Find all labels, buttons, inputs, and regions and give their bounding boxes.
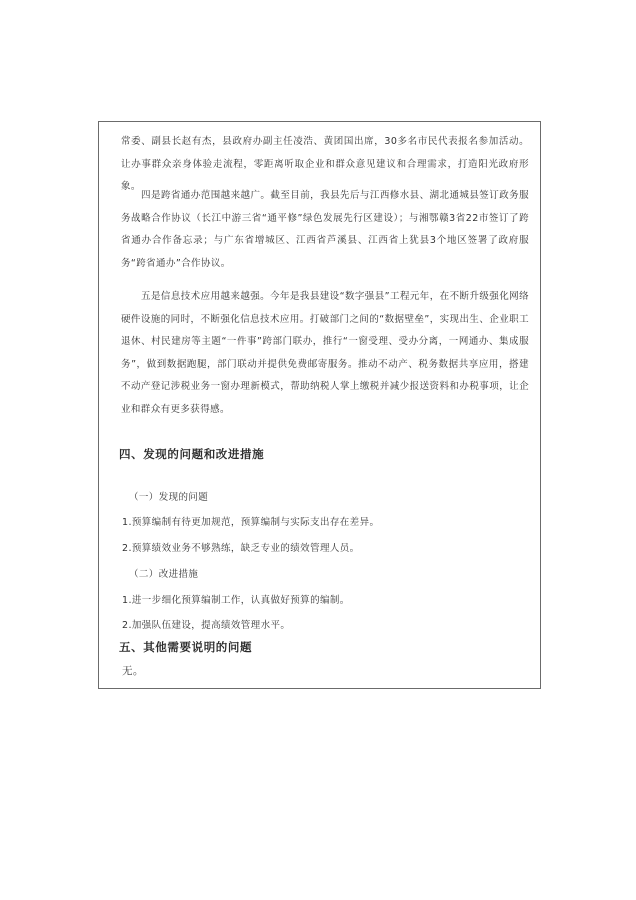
problem-item-2: 2.预算绩效业务不够熟练，缺乏专业的绩效管理人员。 <box>122 543 360 554</box>
paragraph-it-application: 五是信息技术应用越来越强。今年是我县建设“数字强县”工程元年，在不断升级强化网络硬件设施的同时，不断强化信息技术应用。打破部门之间的“数据壁垒”，实现出生、企业职工退休、村民建房等主题“一件事”跨部门联办，推行“一窗受理、受办分离，一网通办、集成服务”，做到数据跑腿，部门联动并提供免费邮寄服务。推动不动产、税务数据共享应用，搭建不动产登记涉税业务一窗办理新模式，帮助纳税人掌上缴税并减少报送资料和办税事项，让企业和群众有更多获得感。 <box>121 291 529 415</box>
section-5-heading: 五、其他需要说明的问题 <box>119 640 253 654</box>
improvement-item-2: 2.加强队伍建设，提高绩效管理水平。 <box>122 620 291 631</box>
subheading-improvements: （二）改进措施 <box>129 569 199 580</box>
section-4-heading: 四、发现的问题和改进措施 <box>119 447 265 461</box>
paragraph-continuation: 常委、副县长赵有杰，县政府办副主任凌浩、黄团国出席，30多名市民代表报名参加活动。让办事群众亲身体验走流程，零距离听取企业和群众意见建议和合理需求，打造阳光政府形象。 <box>121 136 529 192</box>
subheading-problems: （一）发现的问题 <box>129 492 209 503</box>
improvement-item-1: 1.进一步细化预算编制工作，认真做好预算的编制。 <box>122 595 350 606</box>
problem-item-1: 1.预算编制有待更加规范，预算编制与实际支出存在差异。 <box>122 517 380 528</box>
paragraph-cross-province: 四是跨省通办范围越来越广。截至目前，我县先后与江西修水县、湖北通城县签订政务服务战略合作协议（长江中游三省“通平修”绿色发展先行区建设）；与湘鄂赣3省22市签订了跨省通办合作备忘录；与广东省增城区、江西省芦溪县、江西省上犹县3个地区签署了政府服务“跨省通办”合作协议。 <box>121 190 529 269</box>
section-5-content: 无。 <box>122 665 144 677</box>
